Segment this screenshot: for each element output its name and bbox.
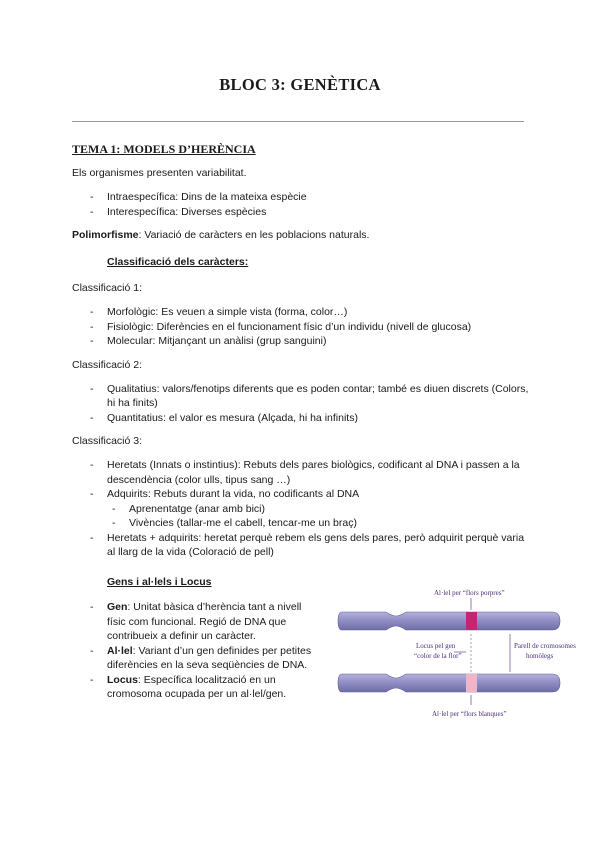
label-pair-1: Parell de cromosomes xyxy=(514,642,576,650)
genes-list xyxy=(72,600,322,702)
allele-definition: : Variant d’un gen definides per petites diferències en la seva seqüències de DNA. xyxy=(107,644,312,671)
list-item: - Quantitatius: el valor es mesura (Alçada, hi ha infinits) xyxy=(72,411,532,426)
chromosome-top xyxy=(338,612,560,630)
classification-section xyxy=(72,281,532,560)
list-item: - Heretats + adquirits: heretat perquè rebem els gens dels pares, però adquirit perquè varia al llarg de la vida (Coloració de pell) xyxy=(72,531,532,560)
label-pair-2: homòlegs xyxy=(526,652,554,660)
label-locus-2: “color de la flor” xyxy=(414,652,462,660)
list-item: - Interespecífica: Diverses espècies xyxy=(72,205,532,220)
classification-heading: Classificació dels caràcters: xyxy=(107,256,249,268)
title-divider xyxy=(72,121,524,122)
tema1-heading: TEMA 1: MODELS D’HERÈNCIA xyxy=(72,142,256,156)
polymorphism-definition: : Variació de caràcters en les poblacions naturals. xyxy=(138,229,370,241)
variability-list xyxy=(72,190,532,219)
list-item xyxy=(72,644,322,673)
classification-3-list xyxy=(72,458,532,560)
locus-definition: : Específica localització en un cromosoma ocupada per un al·lel/gen. xyxy=(107,673,287,700)
tema1-section xyxy=(72,166,532,243)
list-item xyxy=(72,600,322,644)
label-locus-1: Locus pel gen xyxy=(416,642,456,650)
list-item: - Fisiològic: Diferències en el funcionament físic d’un individu (nivell de glucosa) xyxy=(72,320,532,335)
chromosome-bottom xyxy=(338,674,560,692)
list-item: - Morfològic: Es veuen a simple vista (forma, color…) xyxy=(72,305,532,320)
intro-text: Els organismes presenten variabilitat. xyxy=(72,167,247,179)
list-subitem: - Aprenentatge (anar amb bici) xyxy=(72,502,532,517)
classification-1-label: Classificació 1: xyxy=(72,282,143,294)
list-item: - Qualitatius: valors/fenotips diferents que es poden contar; també es diuen discrets (Colors, hi ha finits) xyxy=(72,382,532,411)
list-item xyxy=(72,673,322,702)
list-item: - Intraespecífica: Dins de la mateixa espècie xyxy=(72,190,532,205)
page-title: BLOC 3: GENÈTICA xyxy=(219,75,381,94)
gen-definition: : Unitat bàsica d’herència tant a nivell físic com funcional. Regió de DNA que contribueix a definir un caràcter. xyxy=(107,601,302,642)
list-subitem: - Vivències (tallar-me el cabell, tencar-me un braç) xyxy=(72,516,532,531)
genes-heading: Gens i al·lels i Locus xyxy=(107,576,212,588)
homologous-chromosomes-figure xyxy=(330,584,580,724)
allele-band-white xyxy=(466,674,477,692)
label-allele-purple: Al·lel per “flors porpres” xyxy=(434,589,505,597)
list-item: - Molecular: Mitjançant un anàlisi (grup sanguini) xyxy=(72,334,532,349)
polymorphism-term: Polimorfisme xyxy=(72,229,139,241)
classification-1-list xyxy=(72,305,532,349)
polymorphism-paragraph xyxy=(72,228,532,243)
allele-term: Al·lel xyxy=(107,644,133,657)
list-item: - Adquirits: Rebuts durant la vida, no codificants al DNA xyxy=(72,487,532,502)
gen-term: Gen xyxy=(107,601,128,613)
classification-2-label: Classificació 2: xyxy=(72,358,143,371)
genes-section xyxy=(72,600,322,702)
classification-2-list xyxy=(72,382,532,426)
list-item: - Heretats (Innats o instintius): Rebuts dels pares biològics, codificant al DNA i passen a la descendència (color ulls, tipus sang …) xyxy=(72,458,532,487)
locus-term: Locus xyxy=(107,673,138,686)
allele-band-purple xyxy=(466,612,477,630)
label-allele-white: Al·lel per “flors blanques” xyxy=(432,710,507,718)
classification-3-label: Classificació 3: xyxy=(72,435,143,447)
